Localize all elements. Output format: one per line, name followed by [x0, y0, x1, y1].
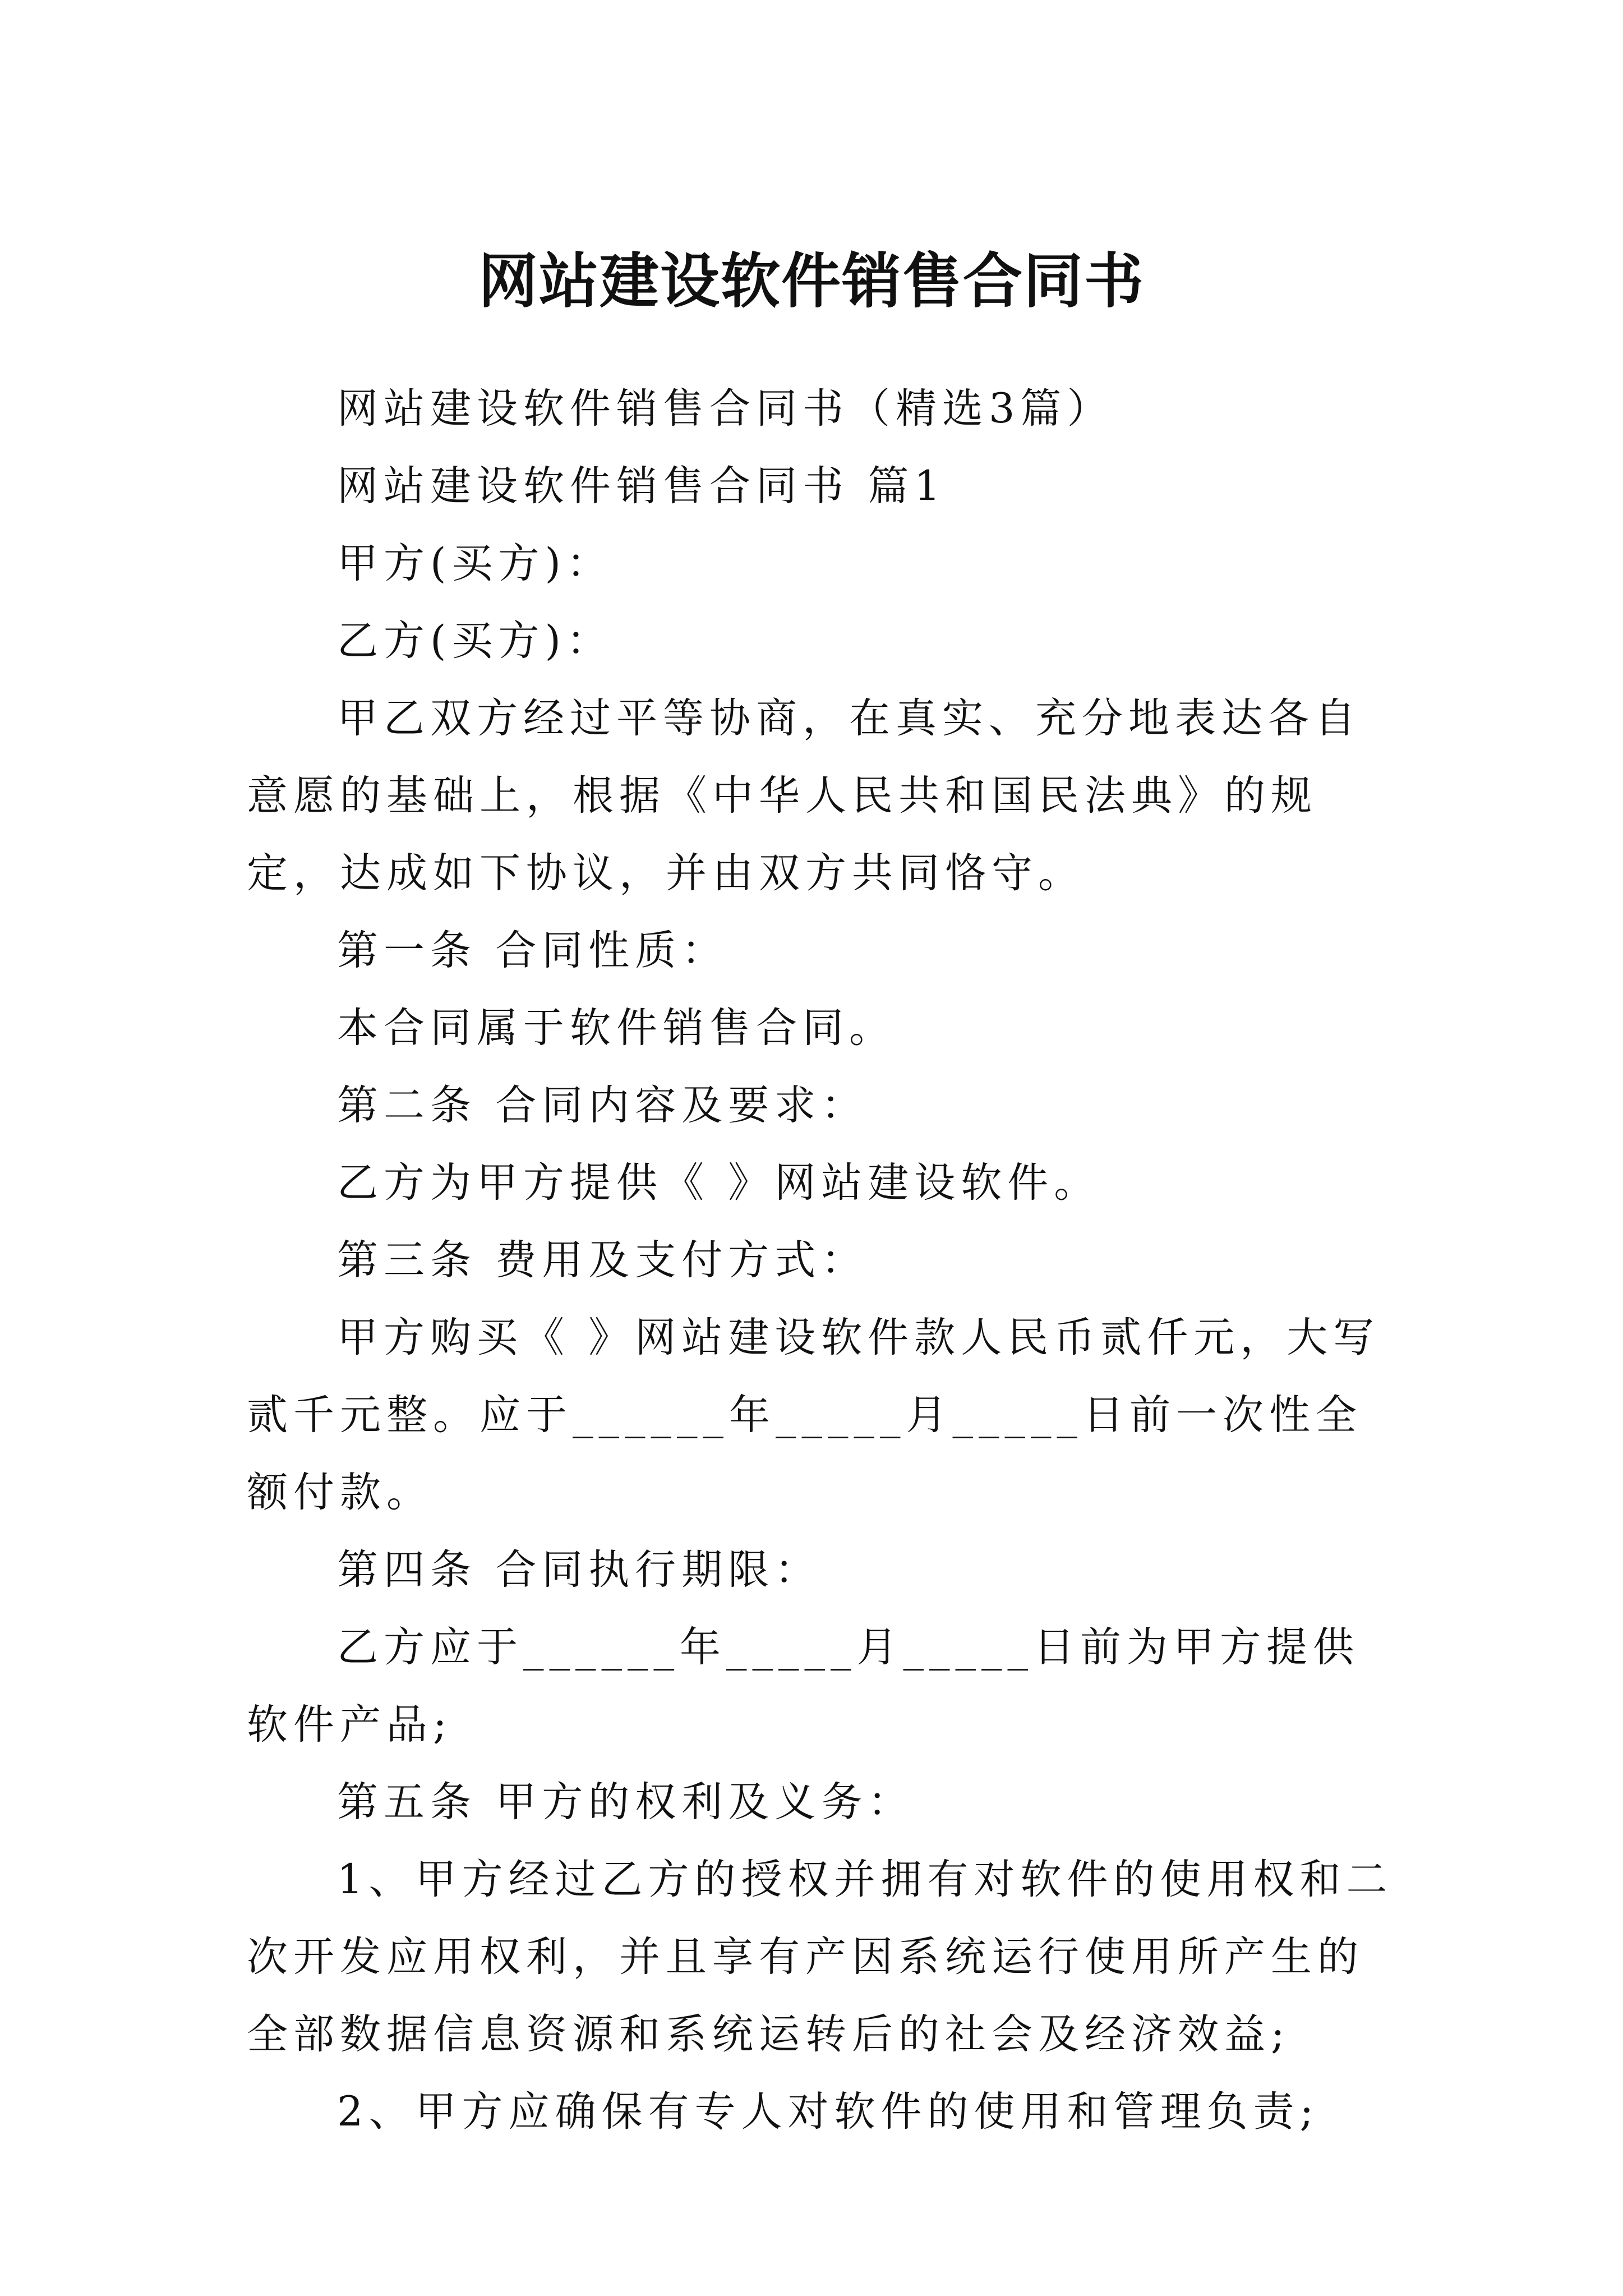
paragraph-article-5: 第五条 甲方的权利及义务：	[337, 1778, 915, 1826]
paragraph-article-4-body: 乙方应于______年_____月_____日前为甲方提供软件产品;	[247, 1623, 1359, 1749]
paragraph-article-5-item-1: 1、甲方经过乙方的授权并拥有对软件的使用权和二次开发应用权利，并且享有产因系统运行使用所产生的全部数据信息资源和系统运转后的社会及经济效益;	[247, 1856, 1393, 2058]
paragraph-preamble: 甲乙双方经过平等协商，在真实、充分地表达各自意愿的基础上，根据《中华人民共和国民法典》的规定，达成如下协议，并由双方共同恪守。	[247, 694, 1361, 897]
paragraph-section-heading: 网站建设软件销售合同书 篇1	[337, 462, 946, 510]
paragraph-article-1: 第一条 合同性质：	[337, 927, 728, 974]
paragraph-subtitle: 网站建设软件销售合同书（精选3篇）	[337, 385, 1114, 432]
paragraph-article-1-body: 本合同属于软件销售合同。	[337, 1004, 896, 1052]
paragraph-article-5-item-2: 2、甲方应确保有专人对软件的使用和管理负责;	[337, 2088, 1320, 2136]
paragraph-article-3-body: 甲方购买《 》网站建设软件款人民币贰仟元，大写贰千元整。应于______年_____月_____日前一次性全额付款。	[247, 1314, 1380, 1516]
document-title: 网站建设软件销售合同书	[478, 246, 1145, 316]
paragraph-article-2-body: 乙方为甲方提供《 》网站建设软件。	[337, 1159, 1101, 1207]
paragraph-party-a: 甲方(买方)：	[337, 540, 613, 587]
paragraph-party-b: 乙方(买方)：	[337, 617, 613, 665]
paragraph-article-3: 第三条 费用及支付方式：	[337, 1236, 868, 1284]
paragraph-article-2: 第二条 合同内容及要求：	[337, 1082, 868, 1129]
paragraph-article-4: 第四条 合同执行期限：	[337, 1546, 822, 1594]
document-body	[247, 370, 1394, 2151]
